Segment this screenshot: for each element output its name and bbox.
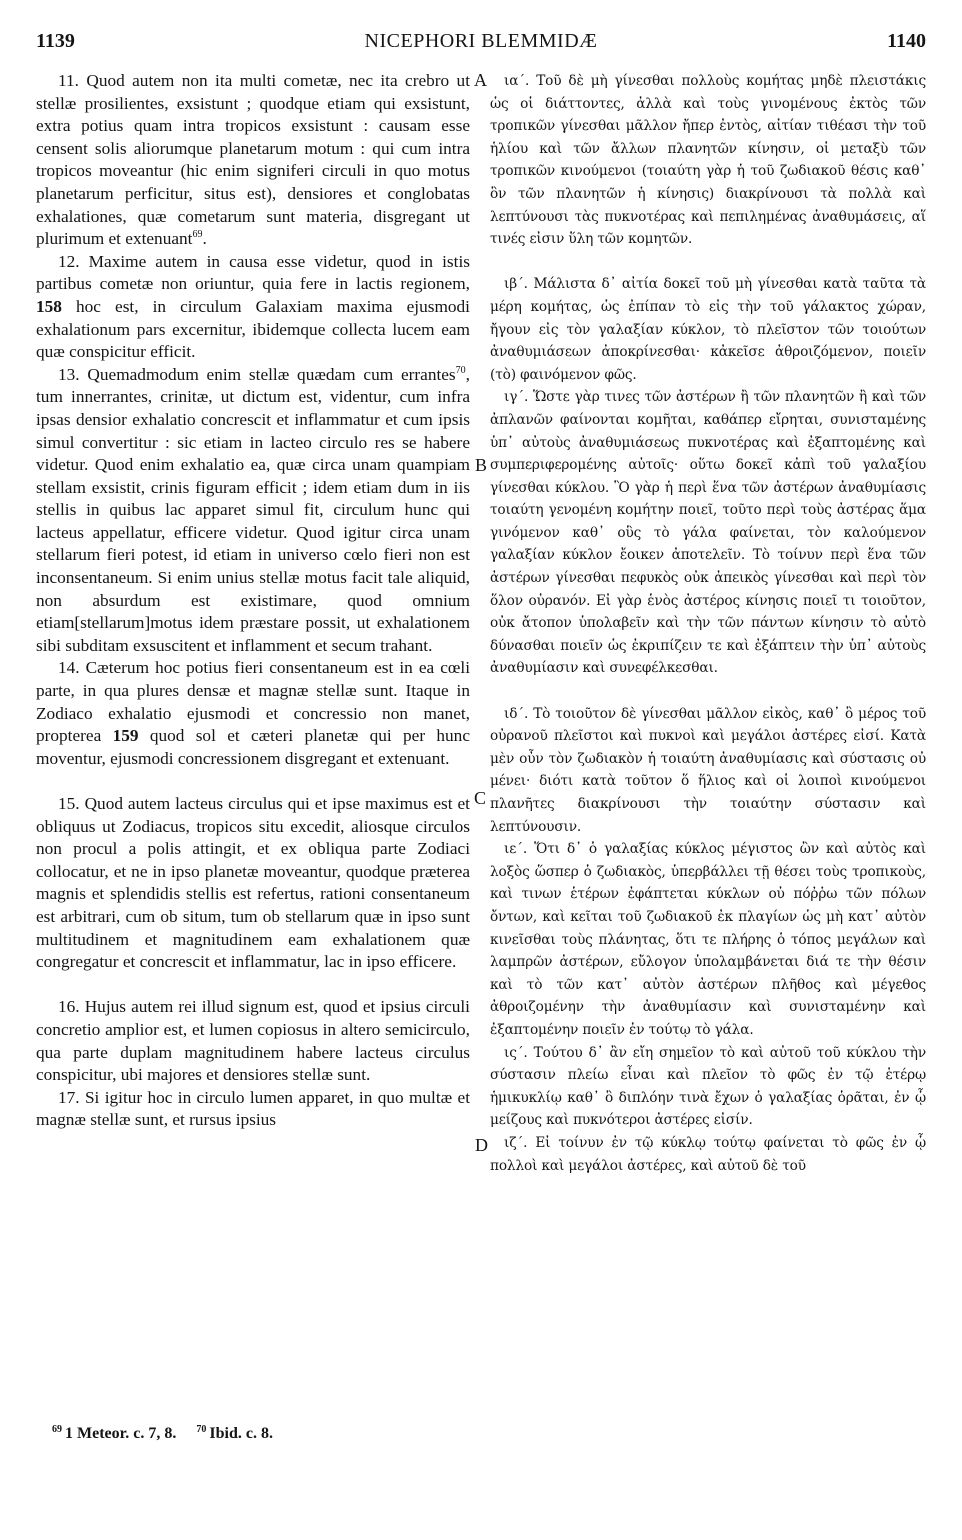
footnote-ref-70: 70	[455, 364, 466, 376]
page-number-left: 1139	[36, 30, 75, 52]
footnote-70: $^{70}$ Ibid. c. 8.	[196, 1423, 273, 1442]
footnote-69: $^{69}$ 1 Meteor. c. 7, 8.	[52, 1423, 177, 1442]
latin-paragraph-13: 13. Quemadmodum enim stellæ quædam cum errantes$^{70}$, tum innerrantes, crinitæ, ut dictum est, videntur, cum infra ipsas densior exhalatio concrescit et inflammatur et cum ipsis simul convertitur : sic etiam in lacteo circulo res se habere videtur. Quod enim exhalatio ea, quæ circa unam quampiam stellam exsistit, crinis figuram efficit ; idem etiam dum in iis stellis in quibus lac apparet simul fit, circulum hunc qui lacteus appellatur, efficere videtur. Quod igitur circa unam stellarum fieri potest, id etiam in universo cœlo fieri non est inconsentaneum. Si enim unius stellæ motus facit tale aliquid, non absurdum est existimare, quod omnium etiam[stellarum]motus idem præstare possit, ut exhalationem sibi subditam exsuscitent et inflamment et secum trahant.	[36, 364, 470, 655]
latin-paragraph-14: 14. Cæterum hoc potius fieri consentaneum est in ea cœli parte, in qua plures densæ et magnæ stellæ sunt. Itaque in Zodiaco exhalatio ejusmodi et concressio non manet, propterea 159 quod sol et cæteri planetæ qui per hunc moventur, ejusmodi concressionem disgregant et extenuant.	[36, 658, 470, 768]
latin-paragraph-17: 17. Si igitur hoc in circulo lumen apparet, in quo multæ et magnæ stellæ sunt, et rursus ipsius	[36, 1087, 470, 1130]
column-number-158: 158	[36, 296, 62, 316]
latin-column	[36, 70, 470, 1132]
greek-column	[490, 70, 926, 1177]
latin-paragraph-12: 12. Maxime autem in causa esse videtur, quod in istis partibus cometæ non oriuntur, quia fere in lactis regionem, 158 hoc est, in circulum Galaxiam maxima ejusmodi exhalationum pars excernitur, ibidemque collecta lucem eam quæ conspicitur efficit.	[36, 251, 470, 362]
greek-paragraph-11: ια΄. Τοῦ δὲ μὴ γίνεσθαι πολλοὺς κομήτας μηδὲ πλειστάκις ὡς οἱ διάττοντες, ἀλλὰ καὶ τοὺς γινομένους ἐκτὸς τῶν τροπικῶν γίνεσθαι μᾶλλον ἤπερ ἐντὸς, αἰτίαν τιθέασι τὴν τοῦ ἡλίου καὶ τῶν ἄλλων πλανητῶν κίνησιν, οἱ μεταξὺ τῶν τροπικῶν κινούμενοι (τοιαύτη γὰρ ἡ τοῦ ζωδιακοῦ θέσις καθ᾿ ὃν τῶν πλανητῶν ἡ κίνησις) διακρίνουσι τὰ πολλὰ καὶ λεπτύνουσι τὰς πυκνοτέρας καὶ πεπιλημένας ἀναθυμάσεις, αἵ τινές εἰσιν ὕλη τῶν κομητῶν.	[490, 73, 926, 248]
greek-paragraph-13: ιγ΄. Ὥστε γὰρ τινες τῶν ἀστέρων ἢ τῶν πλανητῶν ἢ καὶ τῶν ἀπλανῶν φαίνονται κομῆται, καθάπερ εἴρηται, συνισταμένης ὑπ᾿ αὐτοὺς ἀναθυμιάσεως πυκνοτέρας καὶ ἐξαπτομένης καὶ συμπεριφερομένης αὐτοῖς· οὕτω δοκεῖ κἀπὶ τοῦ γαλαξίου γίνεσθαι κύκλου. Ὃ γὰρ ἡ περὶ ἕνα τῶν ἀστέρων ἀναθυμίασις τοιαύτη γενομένη κομήτην ποιεῖ, τοῦτο περὶ τοὺς ἀστέρας ἅμα γινόμενον καθ᾿ οὓς τὸ γάλα φαίνεται, τὸν καλούμενον γαλαξίαν κύκλον ἔοικεν ἀποτελεῖν. Τὸ τοίνυν περὶ ἕνα τῶν ἀστέρων γίνεσθαι πεφυκὸς οὐκ ἀπεικὸς γίνεσθαι καὶ περὶ τὸν ὅλον οὐρανόν. Εἰ γὰρ ἑνὸς ἀστέρος κίνησις ποιεῖ τι τοιοῦτον, οὐκ ἄτοπον ὑπολαβεῖν καὶ τὴν τῶν πάντων κίνησιν τὸ αὐτὸ δύνασθαι ποιεῖν ὡς ἐκριπίζειν τε καὶ ἐξάπτειν τὴν ὑπ᾿ αὐτοὺς ἀναθυμίασιν καὶ συνεφέλκεσθαι.	[490, 389, 926, 677]
margin-letter-a: A	[474, 70, 487, 90]
greek-paragraph-17: ιζ΄. Εἰ τοίνυν ἐν τῷ κύκλῳ τούτῳ φαίνεται τὸ φῶς ἐν ᾧ πολλοὶ καὶ μεγάλοι ἀστέρες, καὶ αὐτοῦ δὲ τοῦ	[490, 1134, 926, 1174]
column-number-159: 159	[112, 726, 139, 746]
page-header	[36, 30, 926, 60]
greek-paragraph-15: ιε΄. Ὅτι δ᾿ ὁ γαλαξίας κύκλος μέγιστος ὢν καὶ αὐτὸς καὶ λοξὸς ὥσπερ ὁ ζωδιακὸς, ὑπερβάλλει τῇ θέσει τοὺς τροπικοὺς, καὶ τινων ἑτέρων ἐφάπτεται κύκλων οὐ πόῤῥω τῶν πόλων ὄντων, καὶ κεῖται τοῦ ζωδιακοῦ ἐκ πλαγίων ὡς μὴ κατ᾿ αὐτὸν κινεῖσθαι τοὺς πλάνητας, ὅτι τε πλήρης ὁ τόπος μεγάλων καὶ λαμπρῶν ἀστέρων, εὔλογον ὑπολαμβάνεται διά τε τὴν θέσιν καὶ τὸ τῶν κατ᾿ αὐτὸν ἀστέρων πλῆθος καὶ μέγεθος ἀθροιζομένην τὴν ἀναθυμίασιν καὶ συνισταμένην καὶ ἐξαπτομένην ποιεῖν ἐν τούτῳ τὸ γάλα.	[490, 841, 926, 1038]
page-number-right: 1140	[887, 30, 926, 52]
greek-paragraph-12: ιβ΄. Μάλιστα δ᾿ αἰτία δοκεῖ τοῦ μὴ γίνεσθαι κατὰ ταῦτα τὰ μέρη κομήτας, ὡς ἐπίπαν τὸ εἰς τὴν τοῦ γάλακτος χώραν, ἤγουν εἰς τὸν γαλαξίαν κύκλον, τὸ πλεῖστον τῶν τοιούτων ἀναθυμιάσεων ἀποκρίνεσθαι· κἀκεῖσε ἀθροιζόμενον, ποιεῖν (τὸ) φαινόμενον φῶς.	[490, 276, 926, 383]
margin-letter-d: D	[475, 1135, 488, 1155]
greek-paragraph-14: ιδ΄. Τὸ τοιοῦτον δὲ γίνεσθαι μᾶλλον εἰκὸς, καθ᾿ ὃ μέρος τοῦ οὐρανοῦ πλεῖστοι καὶ πυκνοὶ καὶ μεγάλοι ἀστέρες εἰσί. Κατὰ μὲν οὖν τὸν ζωδιακὸν ἡ τοιαύτη ἀναθυμίασις καὶ σύστασις οὐ μένει· διότι κατὰ τοῦτον ὅ ἥλιος καὶ οἱ λοιποὶ κινούμενοι πλανῆτες διακρίνουσι τὴν τοιαύτην σύστασιν καὶ λεπτύνουσιν.	[490, 705, 926, 835]
margin-letter-c: C	[474, 788, 487, 808]
latin-paragraph-15: 15. Quod autem lacteus circulus qui et ipse maximus est et obliquus ut Zodiacus, tropicos situ excedit, aliosque circulos non procul a polis attingit, et ex obliqua parte Zodiaci collocatur, et ne in ipso planetæ moveantur, quodque præterea magnis et splendidis stellis est refertus, rationi consentaneum est arbitrari, cum ob situm, tum ob stellarum quæ in ipso sunt multitudinem et magnitudinem eam exhalationem quæ congregatur et concrescit et inflammatur, lac in ipso efficere.	[36, 794, 470, 972]
footnote-ref-69: 69	[192, 229, 203, 241]
latin-paragraph-11: 11. Quod autem non ita multi cometæ, nec ita crebro ut stellæ prosilientes, exsistunt ; quodque etiam qui exsistunt, extra potius quam intra tropicos exsistunt : causam esse censent solis aliorumque planetarum motum : qui cum intra tropicos moveantur (hic enim signiferi circuli in quo motus planetarum perficitur, situs est), densiores et conglobatas exhalationes, quæ cometarum sunt materia, disgregant ut plurimum et extenuant$^{69}$.	[36, 71, 470, 249]
margin-letter-b: B	[475, 455, 488, 475]
latin-paragraph-16: 16. Hujus autem rei illud signum est, quod et ipsius circuli concretio amplior est, et lumen copiosus in altero semicirculo, qua parte duplam magnitudinem habere lacteus circulus conspicitur, ubi majores et densiores stellæ sunt.	[36, 997, 470, 1085]
running-title: NICEPHORI BLEMMIDÆ	[364, 30, 598, 52]
footnotes	[52, 1425, 289, 1443]
greek-paragraph-16: ις΄. Τούτου δ᾿ ἂν εἴη σημεῖον τὸ καὶ αὐτοῦ τοῦ κύκλου τὴν σύστασιν πλείω εἶναι καὶ πλεῖον τὸ φῶς ἐν τῷ ἑτέρῳ ἡμικυκλίῳ καθ᾿ ὃ διπλόην τινὰ ἔχων ὁ γαλαξίας ὁρᾶται, ἐν ᾧ μείζους καὶ πυκνότεροι ἀστέρες εἰσίν.	[490, 1044, 926, 1129]
